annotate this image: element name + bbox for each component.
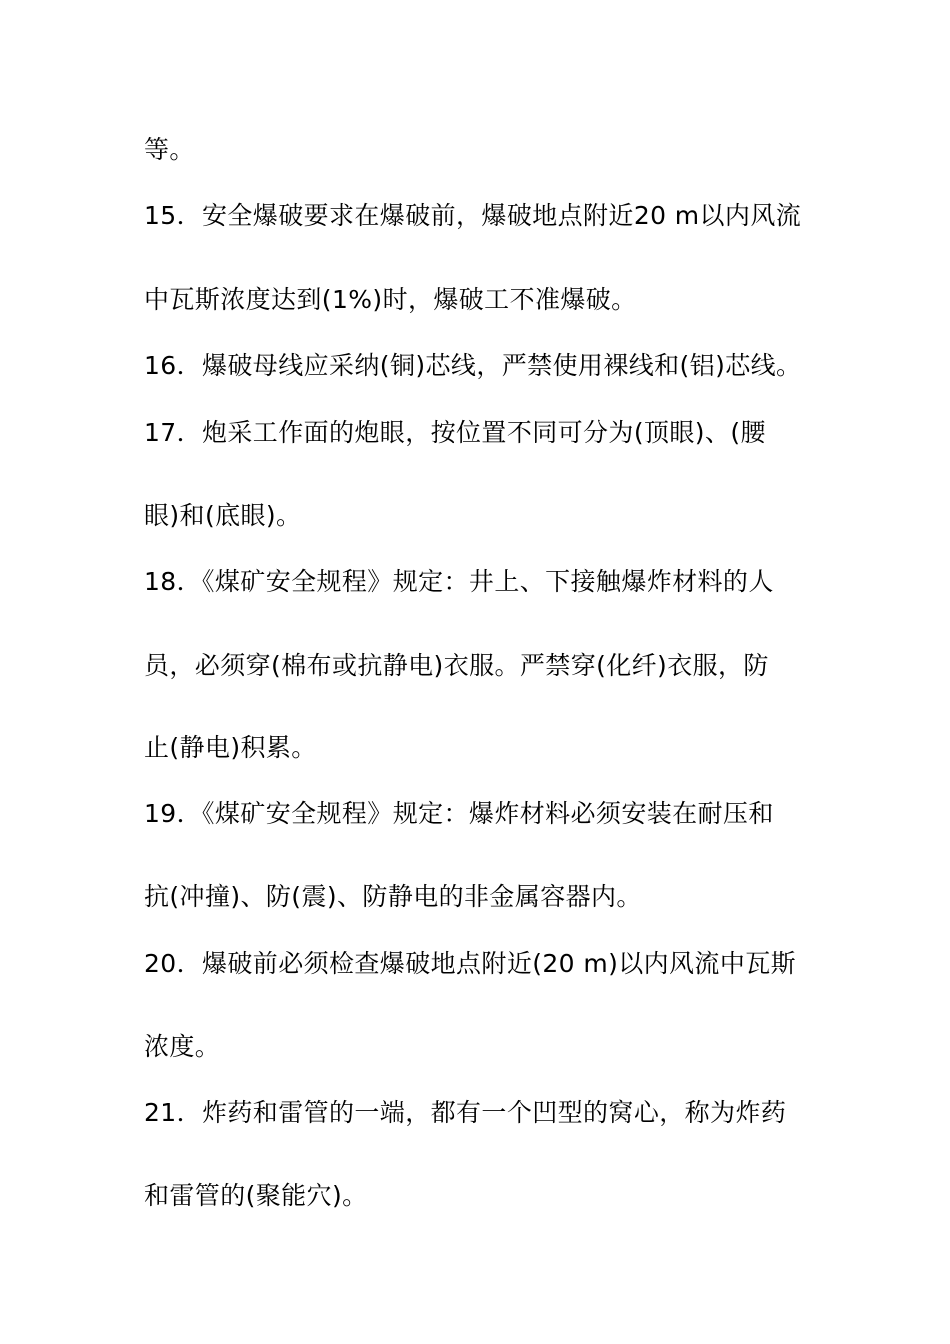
text-line: 中瓦斯浓度达到(1%)时，爆破工不准爆破。 <box>144 285 637 314</box>
text-line: 眼)和(底眼)。 <box>144 501 302 530</box>
text-line-item-16: 16．爆破母线应采纳(铜)芯线，严禁使用裸线和(铝)芯线。 <box>144 351 802 380</box>
text-line-item-17: 17．炮采工作面的炮眼，按位置不同可分为(顶眼)、(腰 <box>144 418 766 447</box>
text-line: 抗(冲撞)、防(震)、防静电的非金属容器内。 <box>144 882 642 911</box>
text-line-item-15: 15．安全爆破要求在爆破前，爆破地点附近20 m以内风流 <box>144 201 802 230</box>
text-line-item-19: 19．《煤矿安全规程》规定：爆炸材料必须安装在耐压和 <box>144 799 774 828</box>
text-line-item-20: 20．爆破前必须检查爆破地点附近(20 m)以内风流中瓦斯 <box>144 949 797 978</box>
text-line: 止(静电)积累。 <box>144 733 317 762</box>
text-line: 员，必须穿(棉布或抗静电)衣服。严禁穿(化纤)衣服，防 <box>144 651 769 680</box>
text-line: 等。 <box>144 135 195 164</box>
text-line: 浓度。 <box>144 1032 221 1061</box>
text-line-item-18: 18．《煤矿安全规程》规定：井上、下接触爆炸材料的人 <box>144 567 774 596</box>
text-line: 和雷管的(聚能穴)。 <box>144 1181 368 1210</box>
text-line-item-21: 21．炸药和雷管的一端，都有一个凹型的窝心，称为炸药 <box>144 1098 787 1127</box>
